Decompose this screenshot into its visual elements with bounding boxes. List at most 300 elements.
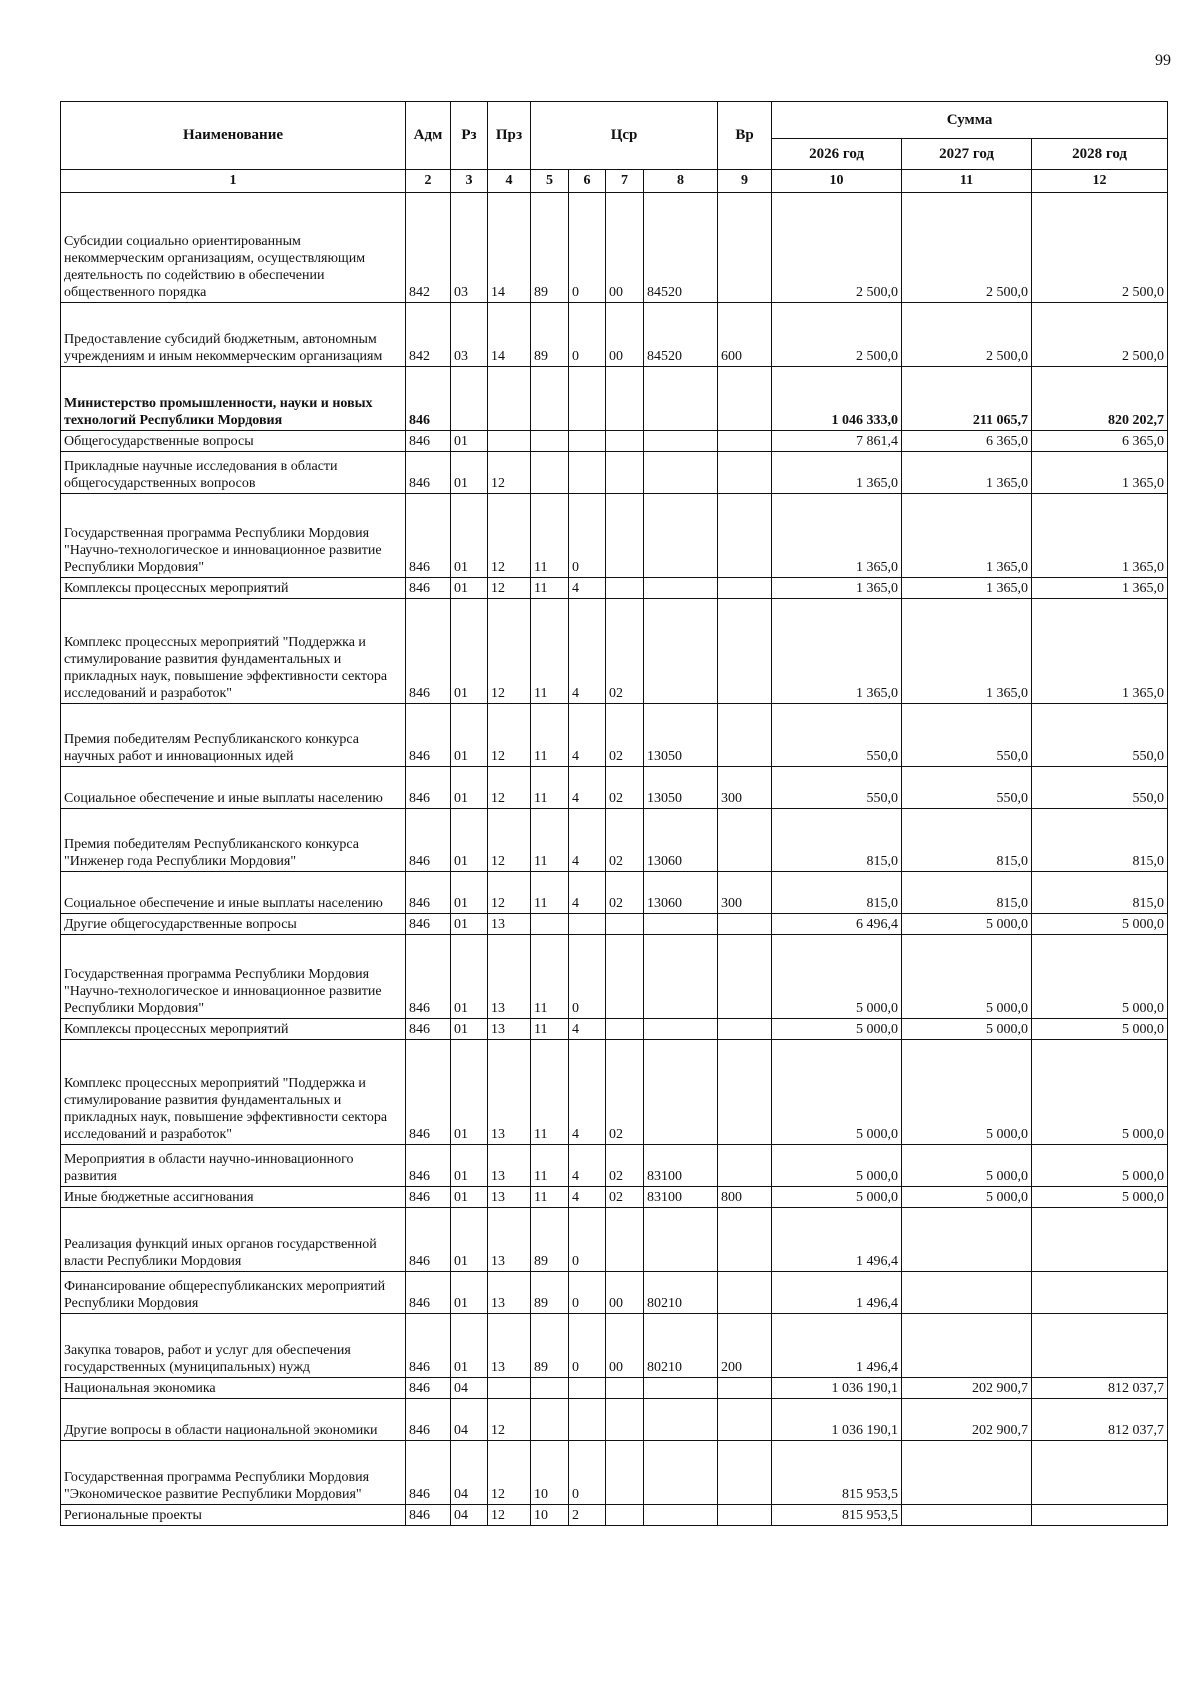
cell-rz: 03 <box>451 193 488 303</box>
cell-sum-2026: 1 365,0 <box>772 578 902 599</box>
cell-prz: 13 <box>488 1040 531 1145</box>
table-row <box>61 578 1168 599</box>
cell-vr <box>718 1040 772 1145</box>
header-prz: Прз <box>488 102 531 170</box>
table-row <box>61 452 1168 494</box>
cell-rz: 01 <box>451 767 488 809</box>
cell-csr-8 <box>644 578 718 599</box>
cell-sum-2027: 550,0 <box>902 704 1032 767</box>
cell-csr-8: 84520 <box>644 193 718 303</box>
cell-csr-5 <box>531 431 569 452</box>
cell-sum-2028: 5 000,0 <box>1032 935 1168 1019</box>
cell-adm: 846 <box>406 704 451 767</box>
cell-adm: 846 <box>406 452 451 494</box>
cell-csr-7: 02 <box>606 767 644 809</box>
cell-csr-6 <box>569 367 606 431</box>
cell-vr <box>718 193 772 303</box>
cell-sum-2026: 1 036 190,1 <box>772 1378 902 1399</box>
table-row <box>61 367 1168 431</box>
cell-prz <box>488 431 531 452</box>
cell-csr-8 <box>644 452 718 494</box>
cell-vr <box>718 452 772 494</box>
cell-sum-2027: 2 500,0 <box>902 193 1032 303</box>
header-adm: Адм <box>406 102 451 170</box>
cell-prz: 12 <box>488 872 531 914</box>
cell-prz: 14 <box>488 193 531 303</box>
cell-vr: 300 <box>718 872 772 914</box>
cell-sum-2026: 815,0 <box>772 809 902 872</box>
cell-csr-5: 89 <box>531 193 569 303</box>
cell-rz: 01 <box>451 872 488 914</box>
cell-csr-5: 11 <box>531 872 569 914</box>
cell-prz: 12 <box>488 767 531 809</box>
cell-csr-6: 4 <box>569 578 606 599</box>
cell-sum-2028: 550,0 <box>1032 704 1168 767</box>
cell-sum-2027 <box>902 1208 1032 1272</box>
cell-name: Комплекс процессных мероприятий "Поддержка и стимулирование развития фундаментальных и прикладных наук, повышение эффективности сектора исследований и разработок" <box>61 599 406 704</box>
cell-csr-7: 02 <box>606 1040 644 1145</box>
cell-rz: 01 <box>451 1019 488 1040</box>
table-row <box>61 1441 1168 1505</box>
cell-sum-2026: 5 000,0 <box>772 1019 902 1040</box>
cell-csr-8: 13060 <box>644 809 718 872</box>
cell-sum-2028: 5 000,0 <box>1032 1040 1168 1145</box>
cell-csr-8: 84520 <box>644 303 718 367</box>
cell-sum-2026: 5 000,0 <box>772 935 902 1019</box>
cell-csr-7 <box>606 367 644 431</box>
cell-csr-7: 00 <box>606 193 644 303</box>
cell-adm: 846 <box>406 1399 451 1441</box>
cell-sum-2026: 2 500,0 <box>772 303 902 367</box>
cell-prz: 12 <box>488 704 531 767</box>
cell-prz: 12 <box>488 599 531 704</box>
cell-csr-8 <box>644 1040 718 1145</box>
cell-adm: 846 <box>406 935 451 1019</box>
cell-rz: 01 <box>451 935 488 1019</box>
cell-rz: 04 <box>451 1505 488 1526</box>
cell-vr <box>718 1019 772 1040</box>
cell-sum-2026: 1 365,0 <box>772 599 902 704</box>
cell-csr-7: 02 <box>606 1187 644 1208</box>
header-year-2026: 2026 год <box>772 139 902 170</box>
cell-csr-6: 4 <box>569 767 606 809</box>
cell-adm: 846 <box>406 1272 451 1314</box>
column-number: 8 <box>644 170 718 193</box>
cell-prz: 13 <box>488 1208 531 1272</box>
cell-csr-6 <box>569 452 606 494</box>
table-row <box>61 1145 1168 1187</box>
cell-name: Государственная программа Республики Мордовия "Экономическое развитие Республики Мордовия" <box>61 1441 406 1505</box>
cell-csr-6: 4 <box>569 599 606 704</box>
cell-csr-7: 00 <box>606 303 644 367</box>
table-row <box>61 767 1168 809</box>
table-row <box>61 704 1168 767</box>
cell-csr-7: 02 <box>606 704 644 767</box>
cell-sum-2028: 2 500,0 <box>1032 193 1168 303</box>
cell-adm: 846 <box>406 1505 451 1526</box>
cell-adm: 846 <box>406 1314 451 1378</box>
cell-name: Социальное обеспечение и иные выплаты населению <box>61 767 406 809</box>
cell-csr-8 <box>644 1208 718 1272</box>
cell-vr <box>718 1272 772 1314</box>
cell-sum-2027: 5 000,0 <box>902 1040 1032 1145</box>
cell-name: Премия победителям Республиканского конкурса "Инженер года Республики Мордовия" <box>61 809 406 872</box>
cell-vr <box>718 1145 772 1187</box>
cell-csr-5: 11 <box>531 1187 569 1208</box>
cell-sum-2028: 1 365,0 <box>1032 578 1168 599</box>
cell-vr: 300 <box>718 767 772 809</box>
cell-csr-6: 4 <box>569 1187 606 1208</box>
cell-sum-2028 <box>1032 1208 1168 1272</box>
cell-prz: 12 <box>488 1399 531 1441</box>
column-number: 3 <box>451 170 488 193</box>
cell-csr-5: 11 <box>531 935 569 1019</box>
cell-name: Национальная экономика <box>61 1378 406 1399</box>
cell-vr <box>718 1505 772 1526</box>
cell-sum-2028: 5 000,0 <box>1032 1187 1168 1208</box>
cell-adm: 846 <box>406 1019 451 1040</box>
cell-csr-8 <box>644 431 718 452</box>
cell-prz: 12 <box>488 494 531 578</box>
cell-vr <box>718 599 772 704</box>
header-rz: Рз <box>451 102 488 170</box>
cell-rz: 04 <box>451 1399 488 1441</box>
cell-sum-2027: 815,0 <box>902 809 1032 872</box>
cell-adm: 846 <box>406 431 451 452</box>
cell-name: Общегосударственные вопросы <box>61 431 406 452</box>
cell-csr-5: 89 <box>531 1272 569 1314</box>
header-csr: Цср <box>531 102 718 170</box>
cell-csr-6: 4 <box>569 1040 606 1145</box>
cell-sum-2026: 2 500,0 <box>772 193 902 303</box>
cell-csr-8 <box>644 935 718 1019</box>
cell-csr-5 <box>531 367 569 431</box>
cell-sum-2027: 202 900,7 <box>902 1378 1032 1399</box>
cell-sum-2027: 1 365,0 <box>902 578 1032 599</box>
cell-csr-7 <box>606 1019 644 1040</box>
cell-sum-2028: 812 037,7 <box>1032 1399 1168 1441</box>
cell-csr-8 <box>644 1505 718 1526</box>
cell-adm: 846 <box>406 494 451 578</box>
cell-sum-2027 <box>902 1314 1032 1378</box>
table-row <box>61 914 1168 935</box>
table-row <box>61 1378 1168 1399</box>
cell-csr-6: 4 <box>569 809 606 872</box>
cell-csr-6: 0 <box>569 303 606 367</box>
cell-csr-7: 00 <box>606 1272 644 1314</box>
cell-adm: 846 <box>406 1040 451 1145</box>
cell-sum-2026: 5 000,0 <box>772 1145 902 1187</box>
table-row <box>61 303 1168 367</box>
header-sum: Сумма <box>772 102 1168 139</box>
cell-csr-7: 00 <box>606 1314 644 1378</box>
cell-rz: 01 <box>451 452 488 494</box>
cell-sum-2026: 1 496,4 <box>772 1272 902 1314</box>
cell-vr: 800 <box>718 1187 772 1208</box>
cell-csr-5 <box>531 1399 569 1441</box>
cell-name: Государственная программа Республики Мордовия "Научно-технологическое и инновационное развитие Республики Мордовия" <box>61 935 406 1019</box>
cell-name: Мероприятия в области научно-инновационного развития <box>61 1145 406 1187</box>
cell-sum-2026: 550,0 <box>772 767 902 809</box>
table-row <box>61 1399 1168 1441</box>
cell-sum-2027 <box>902 1441 1032 1505</box>
cell-csr-6 <box>569 1378 606 1399</box>
cell-sum-2028: 1 365,0 <box>1032 494 1168 578</box>
cell-adm: 846 <box>406 767 451 809</box>
cell-prz: 14 <box>488 303 531 367</box>
table-row <box>61 599 1168 704</box>
column-number: 12 <box>1032 170 1168 193</box>
cell-csr-8: 80210 <box>644 1314 718 1378</box>
header-name: Наименование <box>61 102 406 170</box>
table-row <box>61 1314 1168 1378</box>
cell-sum-2028 <box>1032 1272 1168 1314</box>
cell-sum-2027: 6 365,0 <box>902 431 1032 452</box>
column-number: 9 <box>718 170 772 193</box>
column-number: 1 <box>61 170 406 193</box>
cell-prz: 13 <box>488 935 531 1019</box>
cell-csr-6: 4 <box>569 1019 606 1040</box>
cell-rz: 01 <box>451 809 488 872</box>
cell-name: Комплексы процессных мероприятий <box>61 1019 406 1040</box>
cell-name: Министерство промышленности, науки и новых технологий Республики Мордовия <box>61 367 406 431</box>
cell-sum-2028: 2 500,0 <box>1032 303 1168 367</box>
table-header <box>61 102 1168 193</box>
cell-vr <box>718 494 772 578</box>
cell-name: Прикладные научные исследования в области общегосударственных вопросов <box>61 452 406 494</box>
cell-csr-5: 11 <box>531 704 569 767</box>
cell-csr-6: 0 <box>569 1272 606 1314</box>
cell-adm: 846 <box>406 578 451 599</box>
cell-sum-2026: 1 036 190,1 <box>772 1399 902 1441</box>
cell-adm: 846 <box>406 367 451 431</box>
cell-adm: 846 <box>406 1187 451 1208</box>
cell-csr-7 <box>606 431 644 452</box>
cell-csr-6: 0 <box>569 494 606 578</box>
cell-vr <box>718 1208 772 1272</box>
cell-prz: 13 <box>488 1272 531 1314</box>
budget-table <box>60 101 1168 1526</box>
cell-vr <box>718 704 772 767</box>
cell-vr <box>718 809 772 872</box>
cell-sum-2026: 1 496,4 <box>772 1208 902 1272</box>
cell-csr-6: 0 <box>569 1208 606 1272</box>
cell-name: Финансирование общереспубликанских мероприятий Республики Мордовия <box>61 1272 406 1314</box>
cell-rz: 01 <box>451 1145 488 1187</box>
cell-csr-5: 89 <box>531 303 569 367</box>
cell-csr-5: 89 <box>531 1208 569 1272</box>
cell-rz: 01 <box>451 1272 488 1314</box>
cell-csr-8: 13060 <box>644 872 718 914</box>
cell-sum-2027: 5 000,0 <box>902 1145 1032 1187</box>
cell-sum-2028: 5 000,0 <box>1032 1145 1168 1187</box>
cell-csr-7 <box>606 1441 644 1505</box>
column-number: 11 <box>902 170 1032 193</box>
cell-csr-8: 13050 <box>644 704 718 767</box>
cell-rz: 01 <box>451 1208 488 1272</box>
cell-csr-8 <box>644 1019 718 1040</box>
cell-adm: 846 <box>406 1378 451 1399</box>
cell-sum-2027: 1 365,0 <box>902 452 1032 494</box>
cell-csr-7: 02 <box>606 599 644 704</box>
cell-csr-8: 13050 <box>644 767 718 809</box>
cell-adm: 846 <box>406 1145 451 1187</box>
table-row <box>61 1272 1168 1314</box>
cell-csr-7 <box>606 1378 644 1399</box>
cell-rz: 01 <box>451 1314 488 1378</box>
cell-csr-5 <box>531 1378 569 1399</box>
cell-sum-2027: 1 365,0 <box>902 599 1032 704</box>
cell-csr-8 <box>644 1399 718 1441</box>
cell-sum-2026: 550,0 <box>772 704 902 767</box>
cell-prz: 12 <box>488 578 531 599</box>
cell-name: Социальное обеспечение и иные выплаты населению <box>61 872 406 914</box>
cell-csr-5: 11 <box>531 1145 569 1187</box>
cell-sum-2026: 6 496,4 <box>772 914 902 935</box>
cell-csr-6: 4 <box>569 1145 606 1187</box>
column-number: 2 <box>406 170 451 193</box>
cell-prz: 13 <box>488 1314 531 1378</box>
cell-sum-2027: 211 065,7 <box>902 367 1032 431</box>
cell-csr-7 <box>606 1399 644 1441</box>
table-row <box>61 1505 1168 1526</box>
cell-csr-7 <box>606 578 644 599</box>
cell-csr-8 <box>644 599 718 704</box>
cell-vr <box>718 431 772 452</box>
cell-rz: 01 <box>451 704 488 767</box>
cell-csr-5: 89 <box>531 1314 569 1378</box>
page-number: 99 <box>1155 52 1171 69</box>
header-vr: Вр <box>718 102 772 170</box>
cell-name: Реализация функций иных органов государственной власти Республики Мордовия <box>61 1208 406 1272</box>
cell-csr-5: 11 <box>531 767 569 809</box>
cell-name: Закупка товаров, работ и услуг для обеспечения государственных (муниципальных) нужд <box>61 1314 406 1378</box>
cell-csr-8: 80210 <box>644 1272 718 1314</box>
cell-csr-7: 02 <box>606 872 644 914</box>
cell-rz: 01 <box>451 1040 488 1145</box>
cell-csr-7 <box>606 935 644 1019</box>
cell-vr <box>718 1441 772 1505</box>
cell-csr-5: 11 <box>531 1040 569 1145</box>
column-number-row <box>61 170 1168 193</box>
cell-vr <box>718 914 772 935</box>
cell-name: Премия победителям Республиканского конкурса научных работ и инновационных идей <box>61 704 406 767</box>
cell-name: Комплекс процессных мероприятий "Поддержка и стимулирование развития фундаментальных и прикладных наук, повышение эффективности сектора исследований и разработок" <box>61 1040 406 1145</box>
table-row <box>61 1208 1168 1272</box>
cell-csr-6 <box>569 1399 606 1441</box>
cell-sum-2028 <box>1032 1505 1168 1526</box>
cell-csr-8 <box>644 1378 718 1399</box>
table-row <box>61 494 1168 578</box>
cell-prz <box>488 367 531 431</box>
cell-prz: 12 <box>488 809 531 872</box>
cell-sum-2026: 5 000,0 <box>772 1187 902 1208</box>
cell-csr-7: 02 <box>606 1145 644 1187</box>
cell-adm: 842 <box>406 303 451 367</box>
cell-csr-7: 02 <box>606 809 644 872</box>
cell-vr <box>718 578 772 599</box>
cell-adm: 846 <box>406 872 451 914</box>
cell-rz: 01 <box>451 431 488 452</box>
table-row <box>61 1187 1168 1208</box>
cell-rz: 01 <box>451 914 488 935</box>
cell-sum-2028 <box>1032 1441 1168 1505</box>
cell-csr-6 <box>569 431 606 452</box>
cell-csr-5: 11 <box>531 599 569 704</box>
cell-vr: 600 <box>718 303 772 367</box>
table-row <box>61 872 1168 914</box>
cell-prz: 13 <box>488 914 531 935</box>
table-row <box>61 809 1168 872</box>
cell-csr-6 <box>569 914 606 935</box>
cell-csr-5: 10 <box>531 1505 569 1526</box>
cell-csr-5: 10 <box>531 1441 569 1505</box>
cell-csr-6: 0 <box>569 1314 606 1378</box>
cell-csr-8 <box>644 367 718 431</box>
cell-csr-7 <box>606 914 644 935</box>
cell-sum-2026: 1 496,4 <box>772 1314 902 1378</box>
cell-name: Комплексы процессных мероприятий <box>61 578 406 599</box>
table-row <box>61 1019 1168 1040</box>
cell-rz <box>451 367 488 431</box>
cell-adm: 846 <box>406 1208 451 1272</box>
cell-sum-2027: 5 000,0 <box>902 935 1032 1019</box>
table-row <box>61 935 1168 1019</box>
cell-csr-6: 2 <box>569 1505 606 1526</box>
cell-sum-2026: 1 365,0 <box>772 452 902 494</box>
cell-sum-2028: 6 365,0 <box>1032 431 1168 452</box>
cell-sum-2027: 5 000,0 <box>902 914 1032 935</box>
header-year-2028: 2028 год <box>1032 139 1168 170</box>
cell-rz: 01 <box>451 578 488 599</box>
cell-rz: 04 <box>451 1441 488 1505</box>
cell-prz: 13 <box>488 1019 531 1040</box>
cell-csr-5: 11 <box>531 809 569 872</box>
cell-csr-5: 11 <box>531 494 569 578</box>
column-number: 10 <box>772 170 902 193</box>
cell-prz: 12 <box>488 1441 531 1505</box>
cell-sum-2026: 1 365,0 <box>772 494 902 578</box>
cell-rz: 01 <box>451 1187 488 1208</box>
cell-rz: 01 <box>451 494 488 578</box>
cell-prz: 13 <box>488 1145 531 1187</box>
cell-csr-6: 0 <box>569 935 606 1019</box>
cell-adm: 846 <box>406 599 451 704</box>
cell-prz: 12 <box>488 452 531 494</box>
cell-csr-5 <box>531 914 569 935</box>
cell-name: Региональные проекты <box>61 1505 406 1526</box>
cell-name: Иные бюджетные ассигнования <box>61 1187 406 1208</box>
cell-csr-7 <box>606 494 644 578</box>
cell-sum-2028: 815,0 <box>1032 872 1168 914</box>
cell-csr-6: 4 <box>569 704 606 767</box>
table-row <box>61 1040 1168 1145</box>
cell-csr-6: 0 <box>569 193 606 303</box>
cell-vr <box>718 1399 772 1441</box>
cell-sum-2027: 202 900,7 <box>902 1399 1032 1441</box>
cell-csr-7 <box>606 452 644 494</box>
cell-sum-2027 <box>902 1272 1032 1314</box>
cell-csr-7 <box>606 1505 644 1526</box>
cell-vr <box>718 367 772 431</box>
cell-vr <box>718 1378 772 1399</box>
cell-csr-5: 11 <box>531 1019 569 1040</box>
cell-csr-6: 0 <box>569 1441 606 1505</box>
cell-sum-2026: 815,0 <box>772 872 902 914</box>
cell-prz: 13 <box>488 1187 531 1208</box>
cell-prz: 12 <box>488 1505 531 1526</box>
cell-name: Государственная программа Республики Мордовия "Научно-технологическое и инновационное развитие Республики Мордовия" <box>61 494 406 578</box>
